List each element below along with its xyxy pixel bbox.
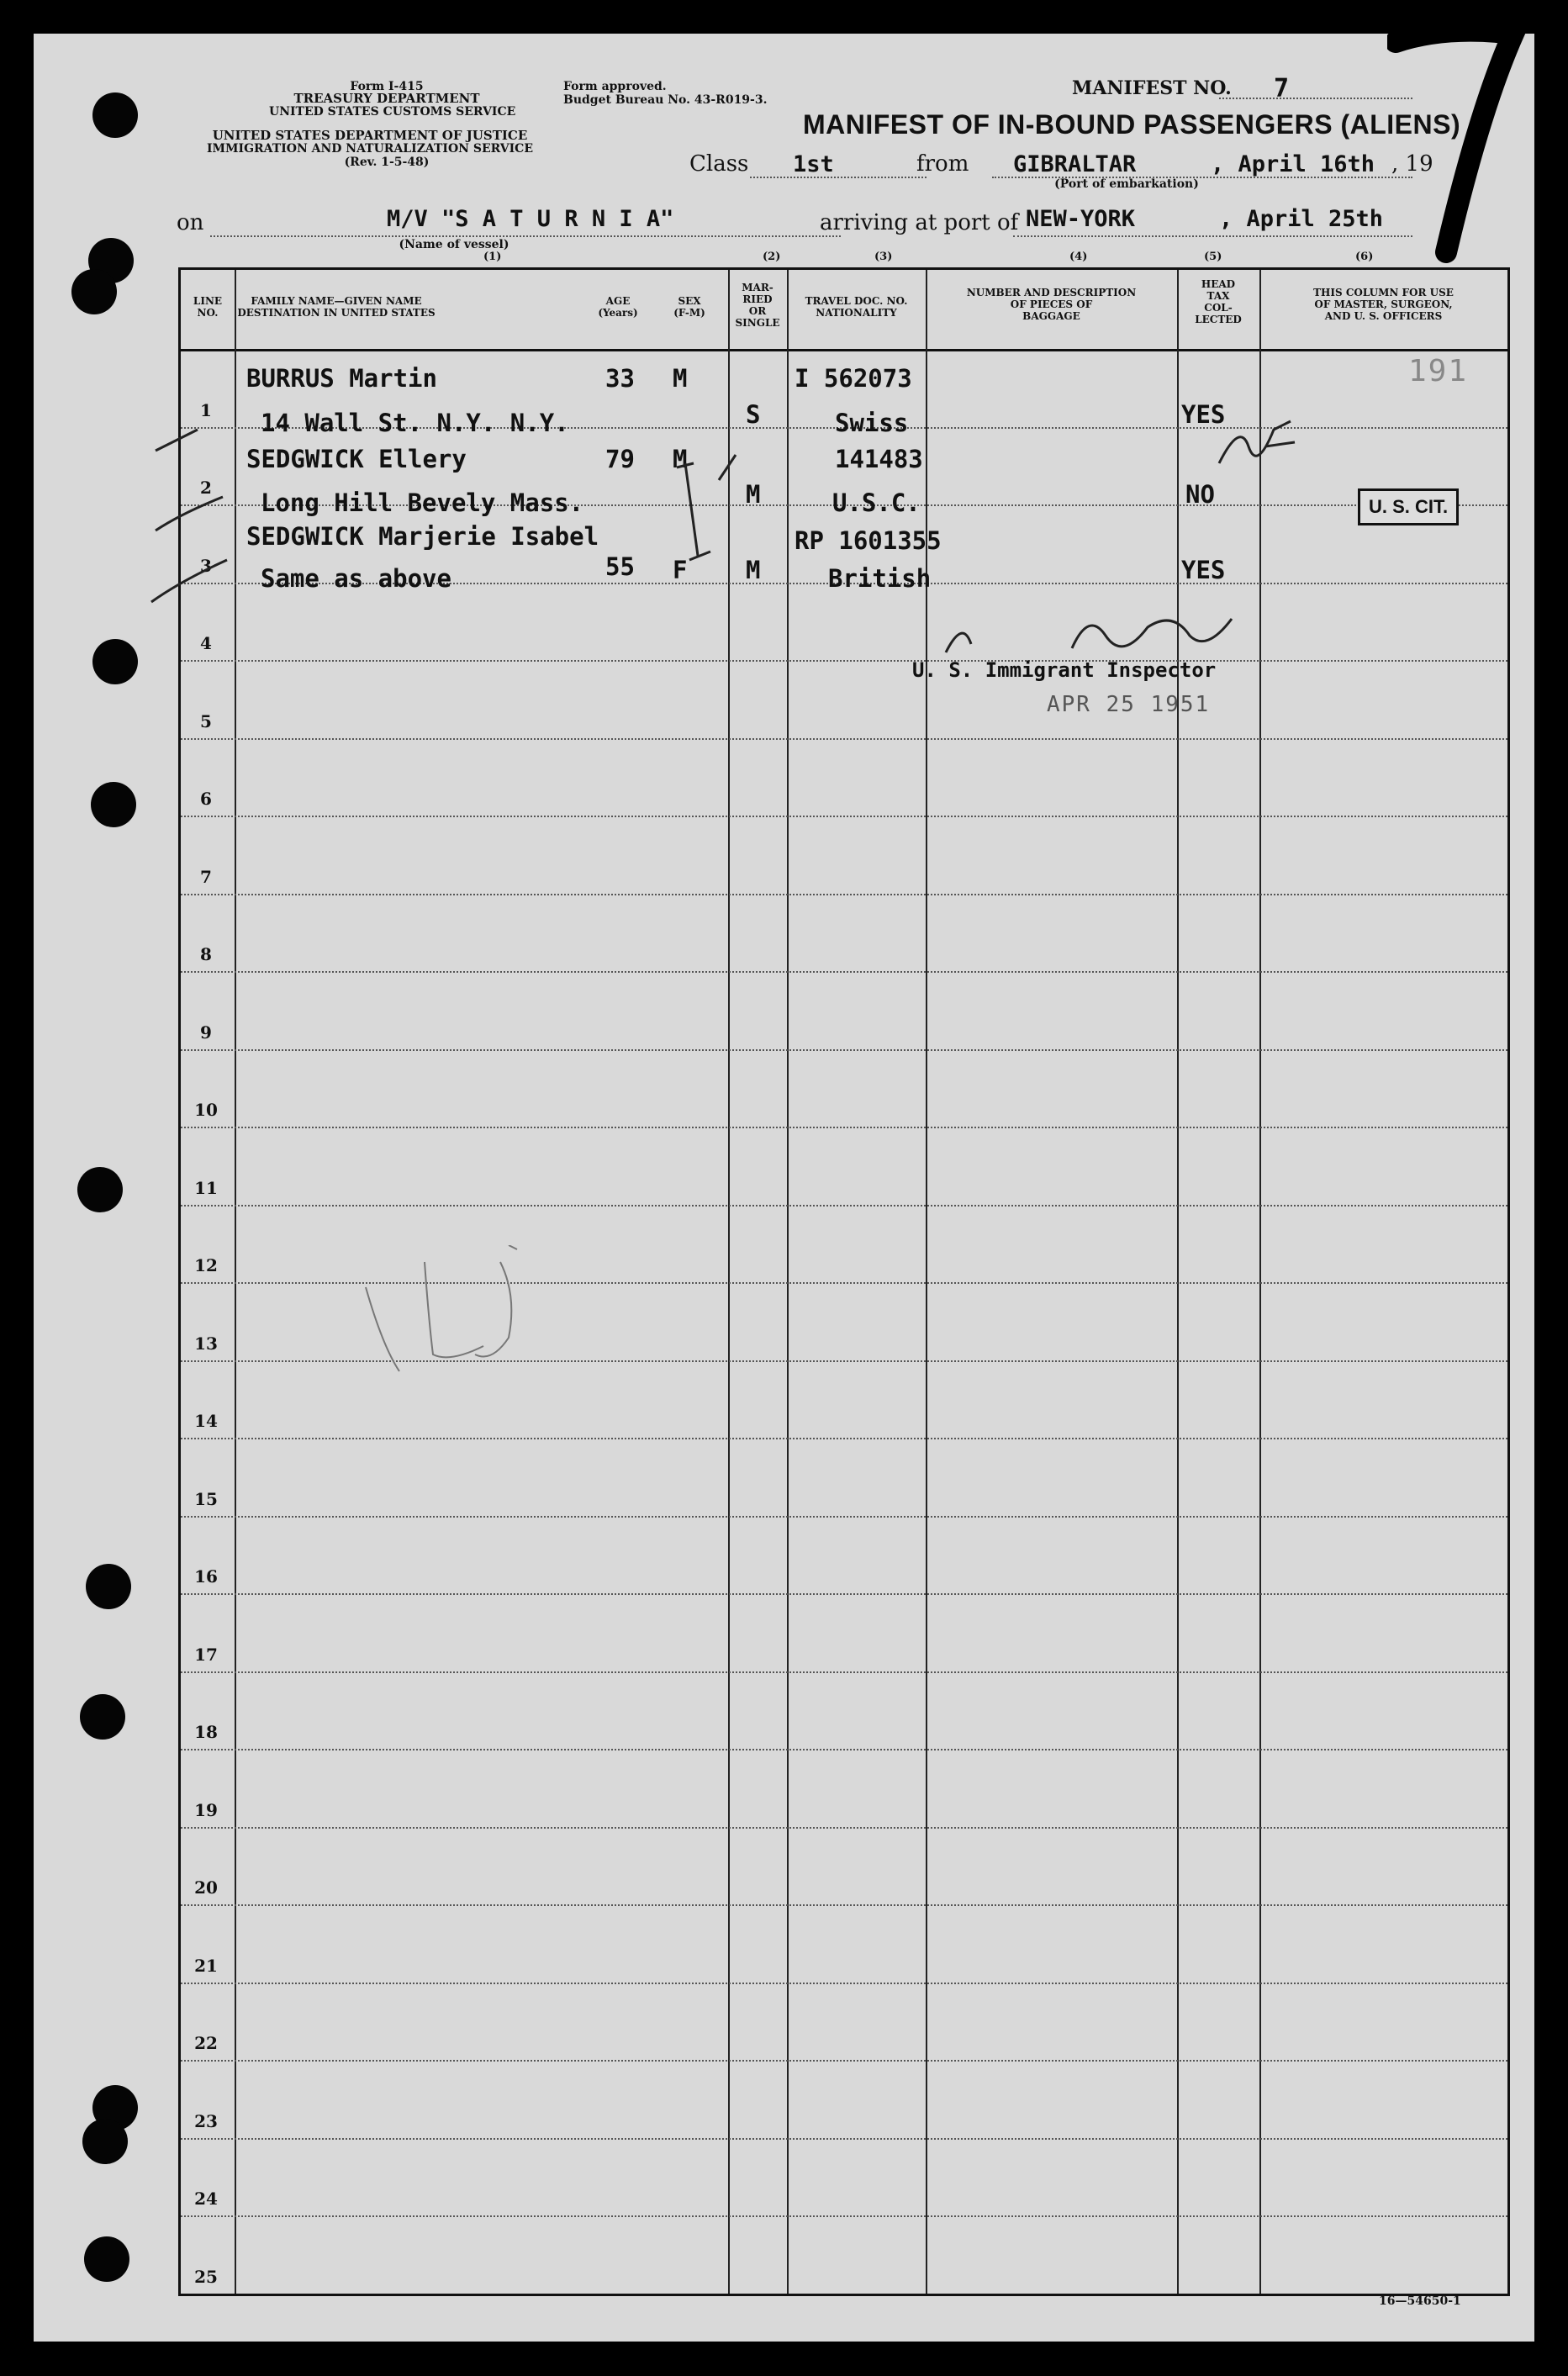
- inspector-date-stamp: APR 25 1951: [1047, 692, 1211, 717]
- handwritten-checkmarks: [147, 404, 265, 606]
- line-number: 12: [194, 1255, 218, 1275]
- line-number: 6: [200, 789, 212, 809]
- line-number: 16: [194, 1566, 218, 1587]
- passenger-3-nationality: British: [828, 564, 932, 593]
- manifest-sheet: [34, 34, 1534, 2342]
- class-value: 1st: [793, 151, 834, 177]
- line-number: 11: [194, 1177, 218, 1198]
- header-age: AGE (Years): [598, 295, 638, 319]
- passenger-3-doc: RP 1601355: [795, 526, 942, 555]
- from-label: from: [916, 151, 969, 177]
- year-prefix: , 19: [1391, 151, 1433, 177]
- line-number: 23: [194, 2110, 218, 2131]
- passenger-1-head-tax: YES: [1181, 400, 1226, 429]
- handwritten-seven-mark: [1387, 17, 1539, 269]
- row-divider: [181, 1205, 1507, 1206]
- line-number: 13: [194, 1333, 218, 1354]
- from-value: GIBRALTAR: [1013, 151, 1137, 177]
- binder-hole: [84, 2236, 129, 2282]
- passenger-3-head-tax: YES: [1181, 556, 1226, 584]
- col-mark-5: (5): [1204, 251, 1222, 263]
- col-mark-3: (3): [874, 251, 893, 263]
- line-number: 2: [200, 478, 212, 498]
- arrive-date: , April 25th: [1219, 206, 1384, 232]
- officer-number-stamp: 191: [1408, 354, 1469, 388]
- inspector-signature: [937, 602, 1274, 678]
- line-number: 8: [200, 944, 212, 964]
- port-caption: (Port of embarkation): [1054, 177, 1199, 191]
- passenger-3-age: 55: [605, 552, 635, 581]
- line-number: 10: [194, 1100, 218, 1120]
- manifest-title: MANIFEST OF IN-BOUND PASSENGERS (ALIENS): [803, 109, 1461, 140]
- passenger-1-destination: 14 Wall St. N.Y. N.Y.: [261, 409, 569, 437]
- passenger-2-name: SEDGWICK Ellery: [246, 445, 467, 473]
- binder-hole: [86, 1564, 131, 1609]
- passenger-2-destination: Long Hill Bevely Mass.: [261, 488, 584, 517]
- binder-hole: [82, 2119, 128, 2164]
- vessel-caption: (Name of vessel): [399, 238, 509, 251]
- header-head-tax: HEAD TAX COL- LECTED: [1195, 278, 1242, 325]
- manifest-no-value: 7: [1274, 74, 1290, 103]
- customs-service: UNITED STATES CUSTOMS SERVICE: [269, 105, 516, 119]
- passenger-3-married: M: [746, 556, 761, 584]
- line-number: 4: [200, 633, 212, 653]
- line-number: 9: [200, 1022, 212, 1043]
- line-number: 3: [200, 555, 212, 576]
- binder-hole: [80, 1694, 125, 1740]
- row-divider: [181, 971, 1507, 973]
- col-mark-1: (1): [483, 251, 502, 263]
- header-officers: THIS COLUMN FOR USE OF MASTER, SURGEON, AND U. S. OFFICERS: [1313, 287, 1454, 322]
- depart-date: , April 16th: [1211, 151, 1375, 177]
- passenger-2-married: M: [746, 480, 761, 509]
- row-divider: [181, 1749, 1507, 1750]
- row-divider: [181, 738, 1507, 740]
- row-divider: [181, 2138, 1507, 2140]
- line-number: 5: [200, 710, 212, 731]
- header-rule: [181, 349, 1507, 351]
- row-divider: [181, 816, 1507, 817]
- row-divider: [181, 2060, 1507, 2062]
- manifest-no-label: MANIFEST NO.: [1072, 77, 1232, 99]
- header-travel-doc: TRAVEL DOC. NO. NATIONALITY: [805, 295, 908, 319]
- vessel-value: M/V "S A T U R N I A": [387, 206, 674, 232]
- on-label: on: [177, 210, 204, 235]
- line-number: 19: [194, 1799, 218, 1820]
- handwritten-bracket-mark: [652, 446, 752, 615]
- line-number: 7: [200, 866, 212, 887]
- footer-code: 16—54650-1: [1379, 2294, 1461, 2308]
- passenger-2-doc: 141483: [835, 445, 923, 473]
- line-number: 20: [194, 1877, 218, 1898]
- line-number: 1: [200, 399, 212, 420]
- class-rule: [750, 177, 927, 178]
- justice-dept: UNITED STATES DEPARTMENT OF JUSTICE: [212, 128, 528, 143]
- passenger-1-sex: M: [673, 364, 688, 393]
- binder-hole: [92, 639, 138, 684]
- row-divider: [181, 1671, 1507, 1673]
- passenger-2-age: 79: [605, 445, 635, 473]
- ins-service: IMMIGRATION AND NATURALIZATION SERVICE: [207, 142, 533, 156]
- arriving-label: arriving at port of: [820, 210, 1019, 235]
- passenger-2-sex: M: [673, 445, 688, 473]
- line-number: 21: [194, 1955, 218, 1976]
- class-label: Class: [689, 151, 749, 177]
- vessel-rule: [210, 235, 841, 237]
- passenger-1-age: 33: [605, 364, 635, 393]
- revision: (Rev. 1-5-48): [344, 156, 430, 169]
- row-divider: [181, 2215, 1507, 2217]
- passenger-1-married: S: [746, 400, 761, 429]
- row-divider: [181, 1049, 1507, 1051]
- passenger-1-doc: I 562073: [795, 364, 912, 393]
- row-divider: [181, 1438, 1507, 1439]
- line-number: 24: [194, 2189, 218, 2209]
- passenger-2-nationality: U.S.C.: [832, 488, 921, 517]
- passenger-table: [178, 267, 1510, 2296]
- passenger-1-nationality: Swiss: [835, 409, 909, 437]
- inspector-line: U. S. Immigrant Inspector: [912, 658, 1217, 682]
- budget-bureau: Budget Bureau No. 43-R019-3.: [563, 93, 768, 107]
- port-rule: [1013, 235, 1412, 237]
- passenger-2-head-tax: NO: [1185, 480, 1215, 509]
- binder-hole: [91, 782, 136, 827]
- form-approved: Form approved.: [563, 80, 667, 93]
- col-mark-2: (2): [763, 251, 781, 263]
- col-mark-4: (4): [1069, 251, 1088, 263]
- passenger-3-sex: F: [673, 556, 688, 584]
- line-number: 22: [194, 2033, 218, 2053]
- passenger-1-name: BURRUS Martin: [246, 364, 437, 393]
- passenger-3-name: SEDGWICK Marjerie Isabel: [246, 522, 599, 551]
- header-married: MAR- RIED OR SINGLE: [735, 282, 780, 329]
- row-divider: [181, 660, 1507, 662]
- binder-hole: [92, 92, 138, 138]
- passenger-3-destination: Same as above: [261, 564, 451, 593]
- pencil-scribble: [349, 1245, 568, 1413]
- header-baggage: NUMBER AND DESCRIPTION OF PIECES OF BAGGAGE: [966, 287, 1137, 322]
- header-sex: SEX (F-M): [673, 295, 705, 319]
- line-number: 18: [194, 1722, 218, 1742]
- port-value: NEW-YORK: [1026, 206, 1136, 232]
- header-name: FAMILY NAME—GIVEN NAME DESTINATION IN UNITED STATES: [237, 295, 436, 319]
- col-mark-6: (6): [1355, 251, 1374, 263]
- line-number: 14: [194, 1411, 218, 1431]
- header-line-no: LINE NO.: [193, 295, 223, 319]
- form-number: Form I-415: [350, 80, 424, 93]
- row-divider: [181, 1904, 1507, 1906]
- binder-hole: [71, 269, 117, 314]
- manifest-no-rule: [1219, 98, 1412, 99]
- treasury-dept: TREASURY DEPARTMENT: [293, 91, 480, 106]
- us-cit-stamp: U. S. CIT.: [1358, 488, 1459, 525]
- row-divider: [181, 1593, 1507, 1595]
- row-divider: [181, 1827, 1507, 1829]
- row-divider: [181, 1983, 1507, 1984]
- row-divider: [181, 894, 1507, 895]
- binder-hole: [77, 1167, 123, 1212]
- line-number: 15: [194, 1488, 218, 1509]
- handwritten-initials: [1206, 413, 1307, 480]
- line-number: 25: [194, 2266, 218, 2287]
- row-divider: [181, 1516, 1507, 1518]
- line-number: 17: [194, 1644, 218, 1665]
- row-divider: [181, 1127, 1507, 1128]
